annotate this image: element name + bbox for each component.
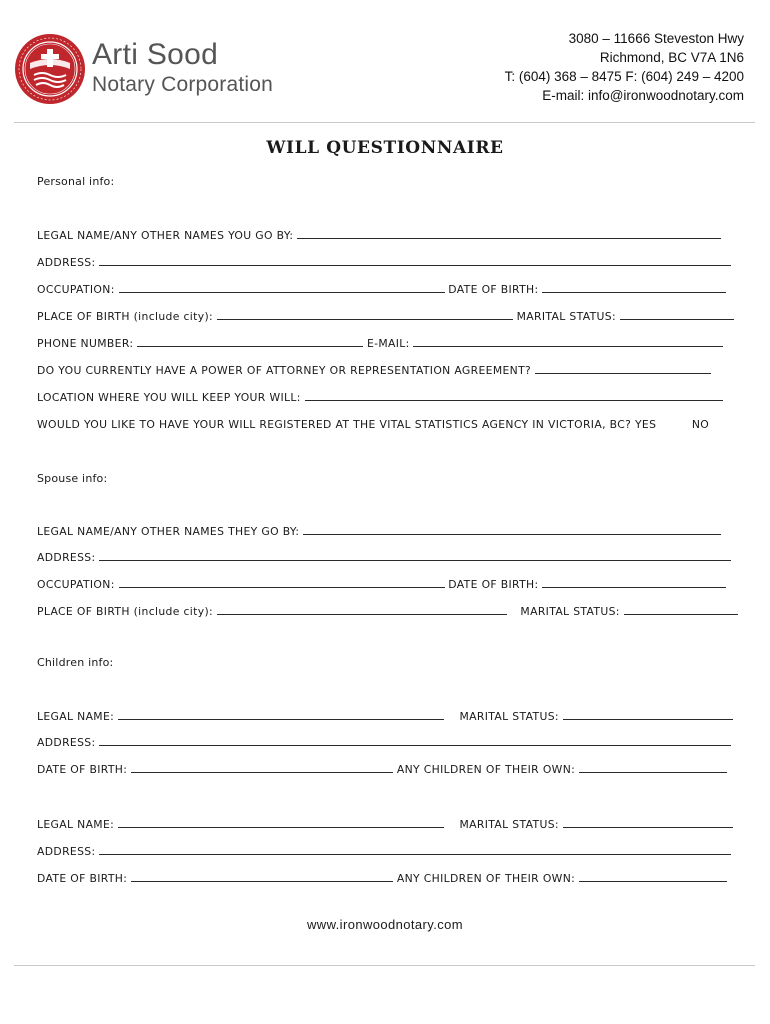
- option-no[interactable]: NO: [691, 418, 710, 431]
- section-heading-children: Children info:: [37, 656, 114, 669]
- field-power-of-attorney[interactable]: [535, 363, 711, 374]
- label-child-own-children: ANY CHILDREN OF THEIR OWN:: [396, 872, 576, 885]
- field-child-legal-name[interactable]: [118, 709, 444, 720]
- phone-fax-line: T: (604) 368 – 8475 F: (604) 249 – 4200: [504, 69, 744, 84]
- field-child-own-children[interactable]: [579, 871, 727, 882]
- field-child-marital-status[interactable]: [563, 817, 733, 828]
- field-spouse-legal-name[interactable]: [303, 524, 721, 535]
- row-child-2-address: [37, 844, 731, 859]
- row-child-1-legal-name: [37, 709, 733, 724]
- row-child-2-dob: [37, 871, 727, 886]
- address-line-2: Richmond, BC V7A 1N6: [599, 50, 744, 65]
- label-spouse-address: ADDRESS:: [37, 551, 96, 564]
- header-divider: [14, 122, 755, 123]
- address-line-1: 3080 – 11666 Steveston Hwy: [568, 31, 744, 46]
- label-will-registered: WOULD YOU LIKE TO HAVE YOUR WILL REGISTERED AT THE VITAL STATISTICS AGENCY IN VICTORIA, BC? YES: [37, 418, 657, 431]
- row-spouse-occupation: [37, 577, 726, 592]
- label-child-legal-name: LEGAL NAME:: [37, 818, 115, 831]
- field-occupation[interactable]: [119, 282, 445, 293]
- label-child-date-of-birth: DATE OF BIRTH:: [37, 763, 128, 776]
- row-personal-will-location: [37, 390, 723, 405]
- row-spouse-address: [37, 550, 731, 565]
- label-child-address: ADDRESS:: [37, 845, 96, 858]
- label-address: ADDRESS:: [37, 256, 96, 269]
- label-child-legal-name: LEGAL NAME:: [37, 710, 115, 723]
- label-child-marital-status: MARITAL STATUS:: [459, 710, 559, 723]
- row-child-1-dob: [37, 762, 727, 777]
- label-child-address: ADDRESS:: [37, 736, 96, 749]
- row-personal-legal-name: [37, 228, 721, 243]
- label-spouse-place-of-birth: PLACE OF BIRTH (include city):: [37, 605, 214, 618]
- field-spouse-marital-status[interactable]: [624, 604, 738, 615]
- label-date-of-birth: DATE OF BIRTH:: [448, 283, 539, 296]
- field-child-marital-status[interactable]: [563, 709, 733, 720]
- label-spouse-marital-status: MARITAL STATUS:: [520, 605, 620, 618]
- field-child-date-of-birth[interactable]: [131, 871, 393, 882]
- section-heading-personal: Personal info:: [37, 175, 115, 188]
- row-spouse-place-of-birth: [37, 604, 738, 619]
- page-title: WILL QUESTIONNAIRE: [266, 138, 504, 158]
- row-child-1-address: [37, 735, 731, 750]
- field-address[interactable]: [99, 255, 731, 266]
- field-child-address[interactable]: [99, 844, 731, 855]
- label-child-date-of-birth: DATE OF BIRTH:: [37, 872, 128, 885]
- brand-name: Arti Sood: [92, 38, 219, 71]
- field-child-own-children[interactable]: [579, 762, 727, 773]
- label-email: E-MAIL:: [366, 337, 410, 350]
- brand-subtitle: Notary Corporation: [92, 73, 274, 96]
- label-will-location: LOCATION WHERE YOU WILL KEEP YOUR WILL:: [37, 391, 301, 404]
- brand-block: [92, 38, 273, 98]
- field-spouse-address[interactable]: [99, 550, 731, 561]
- field-phone-number[interactable]: [137, 336, 363, 347]
- field-will-location[interactable]: [305, 390, 723, 401]
- field-child-legal-name[interactable]: [118, 817, 444, 828]
- label-spouse-date-of-birth: DATE OF BIRTH:: [448, 578, 539, 591]
- row-personal-power-of-attorney: [37, 363, 711, 378]
- row-personal-address: [37, 255, 731, 270]
- label-child-marital-status: MARITAL STATUS:: [459, 818, 559, 831]
- label-power-of-attorney: DO YOU CURRENTLY HAVE A POWER OF ATTORNEY OR REPRESENTATION AGREEMENT?: [37, 364, 532, 377]
- row-personal-will-registered: [37, 418, 709, 432]
- label-spouse-occupation: OCCUPATION:: [37, 578, 115, 591]
- section-heading-spouse: Spouse info:: [37, 472, 108, 485]
- field-child-address[interactable]: [99, 735, 731, 746]
- row-child-2-legal-name: [37, 817, 733, 832]
- field-spouse-occupation[interactable]: [119, 577, 445, 588]
- field-child-date-of-birth[interactable]: [131, 762, 393, 773]
- label-spouse-legal-name: LEGAL NAME/ANY OTHER NAMES THEY GO BY:: [37, 525, 300, 538]
- label-marital-status: MARITAL STATUS:: [516, 310, 616, 323]
- email-line: E-mail: info@ironwoodnotary.com: [542, 88, 744, 103]
- row-spouse-legal-name: [37, 524, 721, 539]
- contact-block: [505, 29, 744, 105]
- row-personal-phone-email: [37, 336, 723, 351]
- field-legal-name[interactable]: [297, 228, 721, 239]
- footer-divider: [14, 965, 755, 966]
- label-occupation: OCCUPATION:: [37, 283, 115, 296]
- label-place-of-birth: PLACE OF BIRTH (include city):: [37, 310, 214, 323]
- label-phone-number: PHONE NUMBER:: [37, 337, 134, 350]
- row-personal-occupation: [37, 282, 726, 297]
- label-child-own-children: ANY CHILDREN OF THEIR OWN:: [396, 763, 576, 776]
- field-spouse-place-of-birth[interactable]: [217, 604, 507, 615]
- field-email[interactable]: [413, 336, 723, 347]
- footer-website-link[interactable]: www.ironwoodnotary.com: [307, 917, 463, 932]
- field-marital-status[interactable]: [620, 309, 734, 320]
- field-spouse-date-of-birth[interactable]: [542, 577, 726, 588]
- row-personal-place-of-birth: [37, 309, 734, 324]
- field-date-of-birth[interactable]: [542, 282, 726, 293]
- notary-seal-logo: [14, 33, 86, 105]
- label-legal-name: LEGAL NAME/ANY OTHER NAMES YOU GO BY:: [37, 229, 294, 242]
- field-place-of-birth[interactable]: [217, 309, 513, 320]
